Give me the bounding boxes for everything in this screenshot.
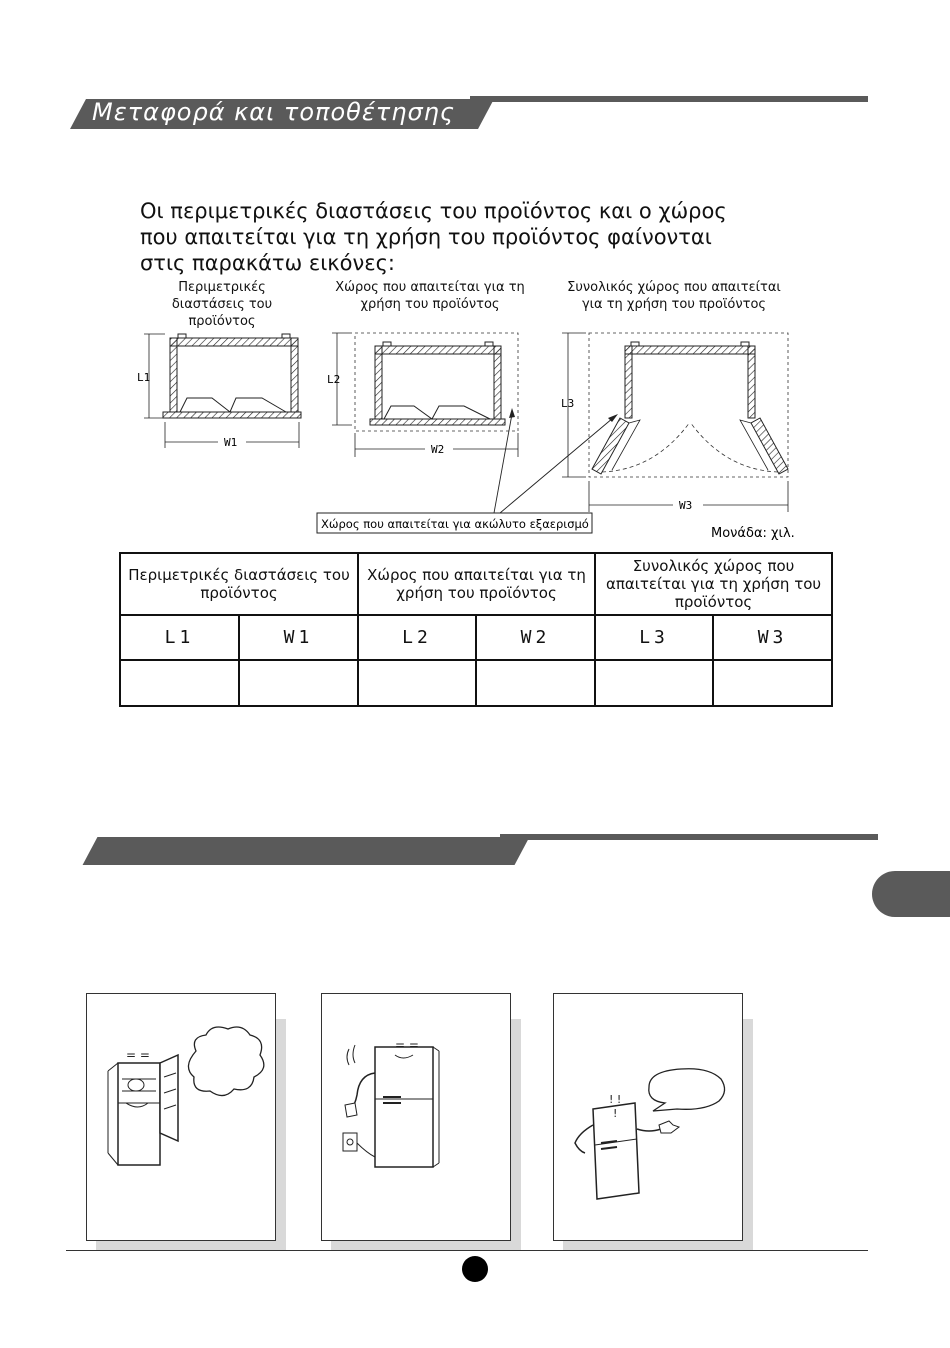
dim-label-L1: L1: [137, 371, 151, 384]
illustration-card-2: [321, 993, 511, 1241]
table-col-W3: W3: [713, 615, 832, 660]
table-value-cell: [595, 660, 713, 706]
banner-tab-2: [83, 837, 530, 865]
footer-rule: [66, 1250, 868, 1251]
banner-rule-2: [500, 834, 878, 840]
fridge-speech-illustration: [553, 993, 753, 1243]
dimensions-table: [119, 552, 833, 707]
intro-paragraph: Οι περιμετρικές διαστάσεις του προϊόντος και ο χώρος που απαιτείται για τη χρήση του προϊόντος φαίνονται στις παρακάτω εικόνες:: [140, 199, 727, 275]
dim-label-L3: L3: [561, 397, 575, 410]
table-value-cell: [120, 660, 239, 706]
table-header-usage-space: Χώρος που απαιτείται για τη χρήση του προϊόντος: [358, 553, 595, 615]
table-col-L3: L3: [595, 615, 713, 660]
table-value-cell: [476, 660, 595, 706]
svg-text:! !: ! !: [609, 1093, 622, 1106]
dim-label-L2: L2: [327, 373, 341, 386]
svg-text:= =: = =: [395, 1038, 419, 1052]
figure-caption-3: Συνολικός χώρος που απαιτείται για τη χρήση του προϊόντος: [567, 280, 781, 312]
table-col-L2: L2: [358, 615, 476, 660]
table-header-total-space: Συνολικός χώρος που απαιτείται για τη χρήση του προϊόντος: [595, 553, 832, 615]
dimension-diagrams: [0, 0, 950, 560]
fridge-open-door-illustration: [86, 993, 286, 1243]
svg-text:= =: = =: [126, 1048, 150, 1062]
callout-text: Χώρος που απαιτείται για ακώλυτο εξαερισμό: [321, 517, 589, 531]
section-title: Μεταφορά και τοποθέτησης: [92, 98, 455, 126]
fridge-plug-illustration: [321, 993, 521, 1243]
table-header-perimeter: Περιμετρικές διαστάσεις του προϊόντος: [120, 553, 358, 615]
table-value-cell: [358, 660, 476, 706]
dim-label-W1: W1: [224, 436, 238, 449]
side-thumb-tab: [872, 871, 950, 917]
unit-label: Μονάδα: χιλ.: [711, 526, 795, 541]
figure-caption-1: Περιμετρικές διαστάσεις του προϊόντος: [171, 280, 273, 329]
fridge-outline-1: [144, 334, 301, 448]
table-col-W2: W2: [476, 615, 595, 660]
page-number-marker: [462, 1256, 488, 1282]
table-col-L1: L1: [120, 615, 239, 660]
fridge-outline-2: [332, 333, 518, 457]
table-value-cell: [713, 660, 832, 706]
fridge-outline-3: [562, 333, 788, 512]
dim-label-W2: W2: [431, 443, 445, 456]
illustration-card-1: [86, 993, 276, 1241]
table-value-cell: [239, 660, 358, 706]
illustration-card-3: [553, 993, 743, 1241]
svg-text:!: !: [613, 1107, 618, 1120]
table-col-W1: W1: [239, 615, 358, 660]
figure-caption-2: Χώρος που απαιτείται για τη χρήση του προϊόντος: [335, 280, 525, 312]
dim-label-W3: W3: [679, 499, 693, 512]
